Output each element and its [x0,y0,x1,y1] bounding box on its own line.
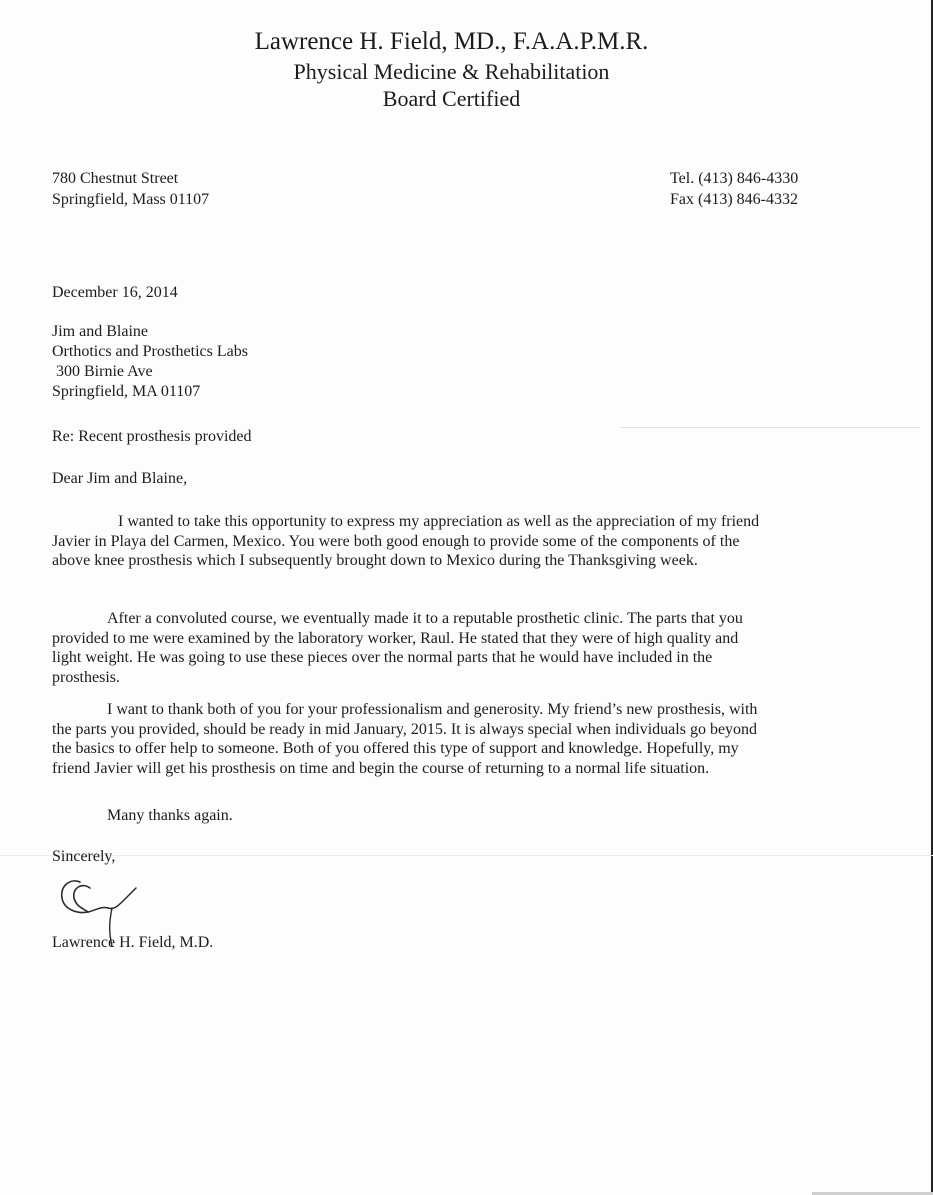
closing-line: Sincerely, [52,848,116,865]
sender-tel: Tel. (413) 846-4330 [670,170,799,187]
body-paragraph-3 [52,700,872,778]
paragraph-line: I want to thank both of you for your professionalism and generosity. My friend’s new prosthesis, with [107,701,758,718]
sender-contact [670,168,798,210]
letterhead-name: Lawrence H. Field, MD., F.A.A.P.M.R. [254,28,649,55]
signer-name: Lawrence H. Field, M.D. [52,934,214,951]
paragraph-line: light weight. He was going to use these pieces over the normal parts that he would have included in the [52,649,713,666]
letterhead [0,26,933,112]
scan-artifact-line [0,855,933,856]
paragraph-line: the basics to offer help to someone. Both of you offered this type of support and knowledge. Hopefully, my [52,740,739,757]
letterhead-specialty: Physical Medicine & Rehabilitation [293,59,610,84]
paragraph-line: provided to me were examined by the laboratory worker, Raul. He stated that they were of high quality and [52,629,739,647]
letter-date: December 16, 2014 [52,284,178,301]
sender-fax: Fax (413) 846-4332 [670,191,798,208]
recipient-names: Jim and Blaine [52,323,148,340]
sender-city: Springfield, Mass 01107 [52,191,210,208]
recipient-street: 300 Birnie Ave [56,363,153,380]
scan-artifact-line [620,427,920,428]
recipient-company: Orthotics and Prosthetics Labs [52,343,248,360]
recipient-address [52,322,248,402]
letterhead-certification: Board Certified [382,86,521,111]
paragraph-line: I wanted to take this opportunity to express my appreciation as well as the appreciation of my friend [118,513,760,530]
paragraph-line: the parts you provided, should be ready in mid January, 2015. It is always special when individuals go beyond [52,720,758,738]
paragraph-line: Javier in Playa del Carmen, Mexico. You were both good enough to provide some of the components of the [52,532,740,550]
paragraph-line: friend Javier will get his prosthesis on time and begin the course of returning to a normal life situation. [52,759,710,777]
paragraph-line: above knee prosthesis which I subsequently brought down to Mexico during the Thanksgiving week. [52,552,698,569]
salutation: Dear Jim and Blaine, [52,470,188,487]
body-paragraph-2 [52,609,872,687]
recipient-city: Springfield, MA 01107 [52,383,201,400]
thanks-line: Many thanks again. [107,807,233,824]
body-paragraph-1 [52,512,872,571]
paragraph-line: prosthesis. [52,668,120,686]
re-line: Re: Recent prosthesis provided [52,428,252,445]
paragraph-line: After a convoluted course, we eventually made it to a reputable prosthetic clinic. The parts that you [107,610,743,627]
sender-address [52,168,209,210]
sender-street: 780 Chestnut Street [52,170,179,187]
